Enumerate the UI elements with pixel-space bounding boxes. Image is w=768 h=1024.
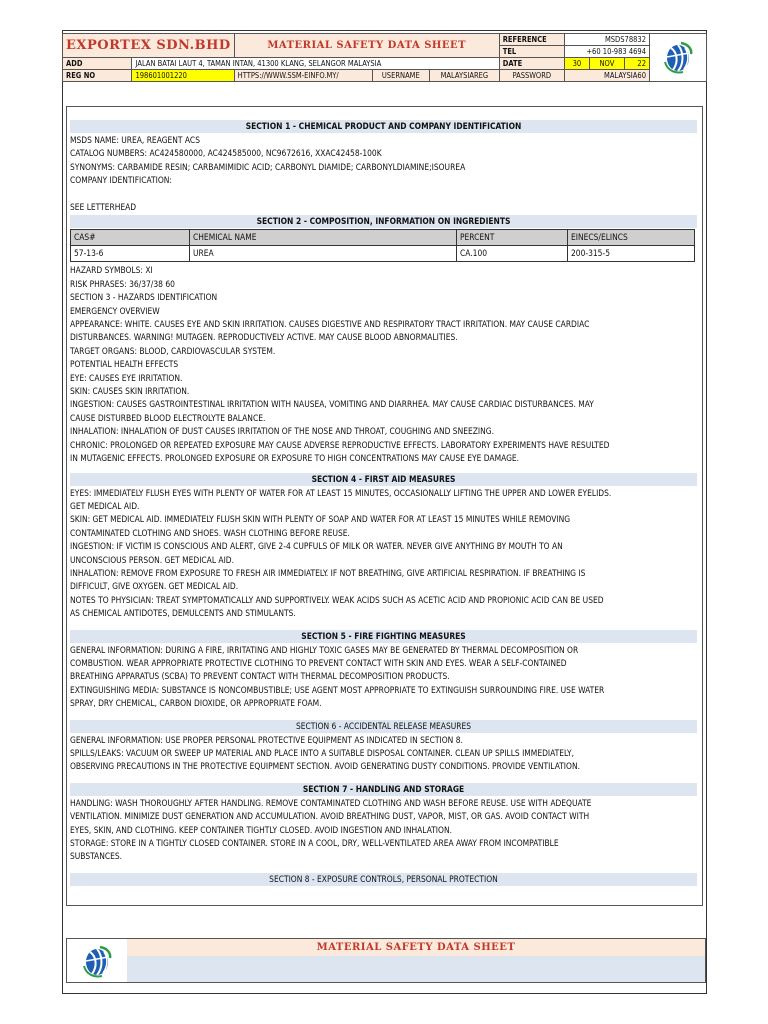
text-line: INHALATION: REMOVE FROM EXPOSURE TO FRESH AIR IMMEDIATELY. IF NOT BREATHING, GIVE ARTIFICIAL RESPIRATION. IF BREATHING IS bbox=[70, 567, 586, 578]
tel-label: TEL bbox=[499, 46, 564, 58]
doc-title: MATERIAL SAFETY DATA SHEET bbox=[234, 34, 499, 58]
cell-percent: CA.100 bbox=[457, 246, 568, 262]
text-line: INHALATION: INHALATION OF DUST CAUSES IRRITATION OF THE NOSE AND THROAT, COUGHING AND SNEEZING. bbox=[70, 426, 494, 437]
text-line: BREATHING APPARATUS (SCBA) TO PREVENT CONTACT WITH THERMAL DECOMPOSITION PRODUCTS. bbox=[70, 671, 450, 682]
cell-chemical-name: UREA bbox=[190, 246, 457, 262]
username-label: USERNAME bbox=[372, 70, 429, 82]
text-line: CHRONIC: PROLONGED OR REPEATED EXPOSURE MAY CAUSE ADVERSE REPRODUCTIVE EFFECTS. LABORATORY EXPERIMENTS HAVE RESULTED bbox=[70, 439, 610, 450]
company-logo bbox=[650, 34, 707, 82]
website-link[interactable]: HTTPS://WWW.SSM-EINFO.MY/ bbox=[234, 70, 372, 82]
composition-table bbox=[70, 229, 695, 262]
text-line: INGESTION: CAUSES GASTROINTESTINAL IRRITATION WITH NAUSEA, VOMITING AND DIARRHEA. MAY CAUSE CARDIAC DISTURBANCES. MAY bbox=[70, 399, 594, 410]
text-line: EYES, SKIN, AND CLOTHING. KEEP CONTAINER TIGHTLY CLOSED. AVOID INGESTION AND INHALATION. bbox=[70, 824, 452, 835]
section-8-title: SECTION 8 - EXPOSURE CONTROLS, PERSONAL PROTECTION bbox=[70, 873, 697, 886]
col-cas: CAS# bbox=[71, 230, 190, 246]
col-chemical-name: CHEMICAL NAME bbox=[190, 230, 457, 246]
text-line: UNCONSCIOUS PERSON. GET MEDICAL AID. bbox=[70, 554, 234, 565]
footer-title: MATERIAL SAFETY DATA SHEET bbox=[127, 939, 705, 957]
text-line: SPILLS/LEAKS: VACUUM OR SWEEP UP MATERIAL AND PLACE INTO A SUITABLE DISPOSAL CONTAINER. CLEAN UP SPILLS IMMEDIATELY, bbox=[70, 748, 575, 759]
text-line: SYNONYMS: CARBAMIDE RESIN; CARBAMIMIDIC ACID; CARBONYL DIAMIDE; CARBONYLDIAMINE;ISOUREA bbox=[70, 161, 466, 172]
text-line: GET MEDICAL AID. bbox=[70, 500, 140, 511]
section-5-title: SECTION 5 - FIRE FIGHTING MEASURES bbox=[70, 630, 697, 643]
section-4-body bbox=[70, 487, 697, 621]
date-year: 22 bbox=[624, 58, 649, 70]
tel-value: +60 10-983 4694 bbox=[564, 46, 649, 58]
footer-body bbox=[127, 956, 705, 982]
text-line: CAUSE DISTURBED BLOOD ELECTROLYTE BALANCE. bbox=[70, 412, 266, 423]
table-row bbox=[71, 246, 695, 262]
text-line: GENERAL INFORMATION: USE PROPER PERSONAL PROTECTIVE EQUIPMENT AS INDICATED IN SECTION 8. bbox=[70, 734, 463, 745]
text-line: DIFFICULT, GIVE OXYGEN. GET MEDICAL AID. bbox=[70, 581, 239, 592]
text-line: STORAGE: STORE IN A TIGHTLY CLOSED CONTAINER. STORE IN A COOL, DRY, WELL-VENTILATED AREA AWAY FROM INCOMPATIBLE bbox=[70, 838, 559, 849]
section-6-title: SECTION 6 - ACCIDENTAL RELEASE MEASURES bbox=[70, 720, 697, 733]
date-month: NOV bbox=[589, 58, 624, 70]
text-line: TARGET ORGANS: BLOOD, CARDIOVASCULAR SYSTEM. bbox=[70, 345, 276, 356]
globe-logo-icon bbox=[82, 944, 112, 978]
text-line: EMERGENCY OVERVIEW bbox=[70, 305, 160, 316]
company-name: EXPORTEX SDN.BHD bbox=[63, 34, 235, 58]
text-line: COMBUSTION. WEAR APPROPRIATE PROTECTIVE CLOTHING TO PREVENT CONTACT WITH SKIN AND EYES. WEAR A SELF-CONTAINED bbox=[70, 657, 567, 668]
text-line: SPRAY, DRY CHEMICAL, CARBON DIOXIDE, OR APPROPRIATE FOAM. bbox=[70, 698, 322, 709]
text-line: EYES: IMMEDIATELY FLUSH EYES WITH PLENTY OF WATER FOR AT LEAST 15 MINUTES, OCCASIONALLY LIFTING THE UPPER AND LOWER EYELIDS. bbox=[70, 487, 612, 498]
regno-label: REG NO bbox=[63, 70, 132, 82]
section-5-body bbox=[70, 644, 697, 711]
password-value: MALAYSIA60 bbox=[564, 70, 649, 82]
text-line bbox=[70, 188, 697, 201]
date-day: 30 bbox=[564, 58, 589, 70]
text-line: APPEARANCE: WHITE. CAUSES EYE AND SKIN IRRITATION. CAUSES DIGESTIVE AND RESPIRATORY TRACT IRRITATION. MAY CAUSE CARDIAC bbox=[70, 319, 590, 330]
text-line: SUBSTANCES. bbox=[70, 851, 123, 862]
col-percent: PERCENT bbox=[457, 230, 568, 246]
section-6-body bbox=[70, 734, 697, 774]
text-line: SECTION 3 - HAZARDS IDENTIFICATION bbox=[70, 292, 218, 303]
password-label: PASSWORD bbox=[499, 70, 564, 82]
section-2-title: SECTION 2 - COMPOSITION, INFORMATION ON INGREDIENTS bbox=[70, 215, 697, 228]
text-line: EYE: CAUSES EYE IRRITATION. bbox=[70, 372, 183, 383]
text-line: MSDS NAME: UREA, REAGENT ACS bbox=[70, 135, 200, 145]
footer bbox=[66, 938, 706, 983]
text-line: COMPANY IDENTIFICATION: bbox=[70, 175, 172, 186]
text-line: NOTES TO PHYSICIAN: TREAT SYMPTOMATICALLY AND SUPPORTIVELY. WEAK ACIDS SUCH AS ACETIC ACID AND PROPIONIC ACID CAN BE USED bbox=[70, 594, 604, 605]
header-table bbox=[62, 33, 707, 82]
text-line: SEE LETTERHEAD bbox=[70, 202, 137, 213]
cell-einecs: 200-315-5 bbox=[568, 246, 695, 262]
text-line: CONTAMINATED CLOTHING AND SHOES. WASH CLOTHING BEFORE REUSE. bbox=[70, 527, 350, 538]
section-4-title: SECTION 4 - FIRST AID MEASURES bbox=[70, 473, 697, 486]
text-line: VENTILATION. MINIMIZE DUST GENERATION AND ACCUMULATION. AVOID BREATHING DUST, VAPOR, MIST, OR GAS. AVOID CONTACT WITH bbox=[70, 811, 590, 822]
section-7-title: SECTION 7 - HANDLING AND STORAGE bbox=[70, 783, 697, 796]
text-line: POTENTIAL HEALTH EFFECTS bbox=[70, 359, 179, 370]
add-label: ADD bbox=[63, 58, 132, 70]
section-1-title: SECTION 1 - CHEMICAL PRODUCT AND COMPANY IDENTIFICATION bbox=[70, 120, 697, 133]
cell-cas: 57-13-6 bbox=[71, 246, 190, 262]
address: JALAN BATAI LAUT 4, TAMAN INTAN, 41300 KLANG, SELANGOR MALAYSIA bbox=[132, 58, 499, 70]
text-line: AS CHEMICAL ANTIDOTES, DEMULCENTS AND STIMULANTS. bbox=[70, 608, 296, 619]
regno-value: 198601001220 bbox=[132, 70, 234, 82]
text-line: DISTURBANCES. WARNING! MUTAGEN. REPRODUCTIVELY ACTIVE. MAY CAUSE BLOOD ABNORMALITIES. bbox=[70, 332, 458, 343]
reference-label: REFERENCE bbox=[499, 34, 564, 46]
text-line: HAZARD SYMBOLS: XI bbox=[70, 265, 153, 276]
date-label: DATE bbox=[499, 58, 564, 70]
col-einecs: EINECS/ELINCS bbox=[568, 230, 695, 246]
text-line: INGESTION: IF VICTIM IS CONSCIOUS AND ALERT, GIVE 2-4 CUPFULS OF MILK OR WATER. NEVER GIVE ANYTHING BY MOUTH TO AN bbox=[70, 541, 563, 552]
text-line: RISK PHRASES: 36/37/38 60 bbox=[70, 278, 175, 289]
section-2-3-body bbox=[70, 264, 697, 465]
text-line: OBSERVING PRECAUTIONS IN THE PROTECTIVE EQUIPMENT SECTION. AVOID GENERATING DUSTY CONDITIONS. PROVIDE VENTILATION. bbox=[70, 761, 580, 772]
section-1-body bbox=[70, 134, 697, 214]
globe-logo-icon bbox=[663, 40, 693, 74]
section-7-body bbox=[70, 797, 697, 864]
text-line: SKIN: CAUSES SKIN IRRITATION. bbox=[70, 386, 190, 397]
msds-content bbox=[70, 119, 697, 887]
text-line: CATALOG NUMBERS: AC424580000, AC424585000, NC9672616, XXAC42458-100K bbox=[70, 148, 382, 159]
text-line: HANDLING: WASH THOROUGHLY AFTER HANDLING. REMOVE CONTAMINATED CLOTHING AND WASH BEFORE REUSE. USE WITH ADEQUATE bbox=[70, 797, 592, 808]
username-value: MALAYSIAREG bbox=[430, 70, 500, 82]
text-line: IN MUTAGENIC EFFECTS. PROLONGED EXPOSURE OR EXPOSURE TO HIGH CONCENTRATIONS MAY CAUSE EYE DAMAGE. bbox=[70, 453, 520, 464]
text-line: GENERAL INFORMATION: DURING A FIRE, IRRITATING AND HIGHLY TOXIC GASES MAY BE GENERATED BY THERMAL DECOMPOSITION OR bbox=[70, 644, 579, 655]
reference-value: MSDS78832 bbox=[564, 34, 649, 46]
text-line: SKIN: GET MEDICAL AID. IMMEDIATELY FLUSH SKIN WITH PLENTY OF SOAP AND WATER FOR AT LEAST 15 MINUTES WHILE REMOVING bbox=[70, 514, 571, 525]
footer-logo bbox=[67, 939, 128, 982]
text-line: EXTINGUISHING MEDIA: SUBSTANCE IS NONCOMBUSTIBLE; USE AGENT MOST APPROPRIATE TO EXTINGUISH SURROUNDING FIRE. USE WATER bbox=[70, 684, 605, 695]
